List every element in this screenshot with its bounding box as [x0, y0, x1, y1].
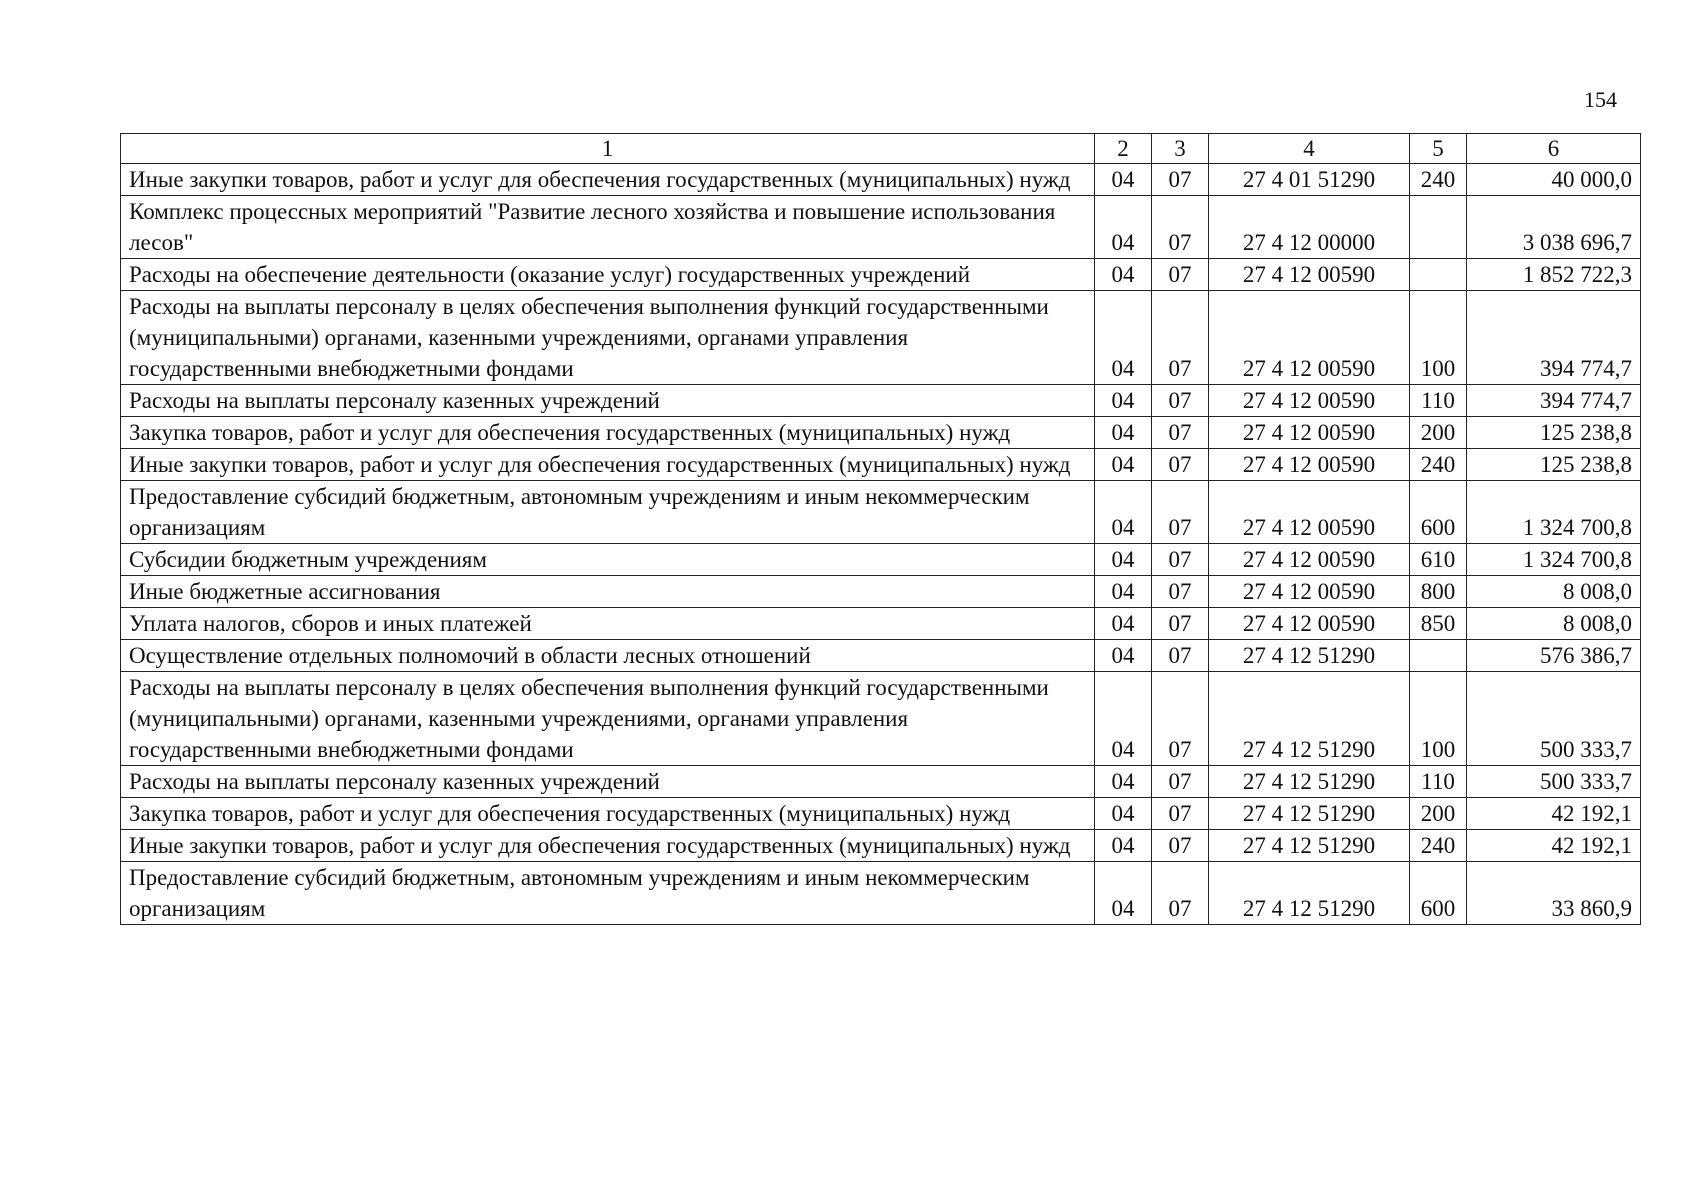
amount-cell: 576 386,7 [1467, 640, 1641, 672]
subsection-code-cell: 07 [1152, 608, 1209, 640]
subsection-code-cell: 07 [1152, 417, 1209, 449]
table-row [121, 830, 1641, 862]
item-name-cell: Субсидии бюджетным учреждениям [121, 544, 1095, 576]
section-code-cell: 04 [1095, 862, 1152, 925]
amount-cell: 42 192,1 [1467, 830, 1641, 862]
target-item-code-cell: 27 4 12 51290 [1209, 862, 1410, 925]
page-number: 154 [1584, 87, 1617, 112]
expense-type-code-cell: 200 [1410, 417, 1467, 449]
target-item-code-cell: 27 4 12 00590 [1209, 608, 1410, 640]
item-name-cell: Предоставление субсидий бюджетным, автономным учреждениям и иным некоммерческим организациям [121, 862, 1095, 925]
expense-type-code-cell [1410, 640, 1467, 672]
table-row [121, 608, 1641, 640]
subsection-code-cell: 07 [1152, 385, 1209, 417]
expense-type-code-cell: 800 [1410, 576, 1467, 608]
section-code-cell: 04 [1095, 640, 1152, 672]
amount-cell: 8 008,0 [1467, 608, 1641, 640]
section-code-cell: 04 [1095, 385, 1152, 417]
subsection-code-cell: 07 [1152, 640, 1209, 672]
expense-type-code-cell [1410, 259, 1467, 291]
subsection-code-cell: 07 [1152, 672, 1209, 766]
column-header-3: 3 [1152, 134, 1209, 164]
section-code-cell: 04 [1095, 798, 1152, 830]
section-code-cell: 04 [1095, 608, 1152, 640]
target-item-code-cell: 27 4 12 00590 [1209, 481, 1410, 544]
column-header-4: 4 [1209, 134, 1410, 164]
section-code-cell: 04 [1095, 766, 1152, 798]
section-code-cell: 04 [1095, 164, 1152, 196]
target-item-code-cell: 27 4 12 51290 [1209, 798, 1410, 830]
target-item-code-cell: 27 4 12 00590 [1209, 544, 1410, 576]
expense-type-code-cell: 110 [1410, 385, 1467, 417]
item-name-cell: Осуществление отдельных полномочий в области лесных отношений [121, 640, 1095, 672]
table-body [121, 164, 1641, 925]
target-item-code-cell: 27 4 12 00590 [1209, 417, 1410, 449]
subsection-code-cell: 07 [1152, 576, 1209, 608]
item-name-cell: Иные закупки товаров, работ и услуг для обеспечения государственных (муниципальных) нужд [121, 830, 1095, 862]
table-row [121, 672, 1641, 766]
column-header-2: 2 [1095, 134, 1152, 164]
subsection-code-cell: 07 [1152, 164, 1209, 196]
subsection-code-cell: 07 [1152, 449, 1209, 481]
column-header-6: 6 [1467, 134, 1641, 164]
amount-cell: 1 324 700,8 [1467, 544, 1641, 576]
amount-cell: 33 860,9 [1467, 862, 1641, 925]
target-item-code-cell: 27 4 12 00590 [1209, 259, 1410, 291]
table-row [121, 640, 1641, 672]
target-item-code-cell: 27 4 01 51290 [1209, 164, 1410, 196]
subsection-code-cell: 07 [1152, 259, 1209, 291]
section-code-cell: 04 [1095, 417, 1152, 449]
item-name-cell: Иные бюджетные ассигнования [121, 576, 1095, 608]
target-item-code-cell: 27 4 12 00590 [1209, 291, 1410, 385]
table-row [121, 798, 1641, 830]
expense-type-code-cell: 610 [1410, 544, 1467, 576]
item-name-cell: Расходы на выплаты персоналу в целях обеспечения выполнения функций государственными (муниципальными) органами, казенными учреждениями, органами управления государственными внебюджетными фондами [121, 672, 1095, 766]
section-code-cell: 04 [1095, 259, 1152, 291]
amount-cell: 42 192,1 [1467, 798, 1641, 830]
target-item-code-cell: 27 4 12 51290 [1209, 766, 1410, 798]
amount-cell: 394 774,7 [1467, 291, 1641, 385]
item-name-cell: Расходы на выплаты персоналу в целях обеспечения выполнения функций государственными (муниципальными) органами, казенными учреждениями, органами управления государственными внебюджетными фондами [121, 291, 1095, 385]
target-item-code-cell: 27 4 12 51290 [1209, 672, 1410, 766]
amount-cell: 125 238,8 [1467, 449, 1641, 481]
subsection-code-cell: 07 [1152, 766, 1209, 798]
table-row [121, 385, 1641, 417]
expense-type-code-cell: 850 [1410, 608, 1467, 640]
amount-cell: 500 333,7 [1467, 672, 1641, 766]
item-name-cell: Закупка товаров, работ и услуг для обеспечения государственных (муниципальных) нужд [121, 798, 1095, 830]
table-row [121, 862, 1641, 925]
table-row [121, 259, 1641, 291]
amount-cell: 394 774,7 [1467, 385, 1641, 417]
table-header [121, 134, 1641, 164]
item-name-cell: Закупка товаров, работ и услуг для обеспечения государственных (муниципальных) нужд [121, 417, 1095, 449]
amount-cell: 125 238,8 [1467, 417, 1641, 449]
item-name-cell: Расходы на выплаты персоналу казенных учреждений [121, 766, 1095, 798]
amount-cell: 500 333,7 [1467, 766, 1641, 798]
table-row [121, 576, 1641, 608]
amount-cell: 40 000,0 [1467, 164, 1641, 196]
expense-type-code-cell: 110 [1410, 766, 1467, 798]
target-item-code-cell: 27 4 12 51290 [1209, 640, 1410, 672]
item-name-cell: Уплата налогов, сборов и иных платежей [121, 608, 1095, 640]
section-code-cell: 04 [1095, 576, 1152, 608]
expense-type-code-cell: 200 [1410, 798, 1467, 830]
item-name-cell: Расходы на выплаты персоналу казенных учреждений [121, 385, 1095, 417]
column-header-1: 1 [121, 134, 1095, 164]
section-code-cell: 04 [1095, 544, 1152, 576]
section-code-cell: 04 [1095, 830, 1152, 862]
subsection-code-cell: 07 [1152, 830, 1209, 862]
table-row [121, 449, 1641, 481]
subsection-code-cell: 07 [1152, 862, 1209, 925]
expense-type-code-cell: 600 [1410, 862, 1467, 925]
expense-type-code-cell: 240 [1410, 164, 1467, 196]
item-name-cell: Предоставление субсидий бюджетным, автономным учреждениям и иным некоммерческим организациям [121, 481, 1095, 544]
item-name-cell: Иные закупки товаров, работ и услуг для обеспечения государственных (муниципальных) нужд [121, 164, 1095, 196]
target-item-code-cell: 27 4 12 00000 [1209, 196, 1410, 259]
subsection-code-cell: 07 [1152, 481, 1209, 544]
section-code-cell: 04 [1095, 291, 1152, 385]
subsection-code-cell: 07 [1152, 798, 1209, 830]
amount-cell: 1 852 722,3 [1467, 259, 1641, 291]
expense-type-code-cell: 600 [1410, 481, 1467, 544]
target-item-code-cell: 27 4 12 00590 [1209, 576, 1410, 608]
expense-type-code-cell: 240 [1410, 449, 1467, 481]
item-name-cell: Иные закупки товаров, работ и услуг для обеспечения государственных (муниципальных) нужд [121, 449, 1095, 481]
section-code-cell: 04 [1095, 196, 1152, 259]
amount-cell: 3 038 696,7 [1467, 196, 1641, 259]
amount-cell: 8 008,0 [1467, 576, 1641, 608]
table-row [121, 481, 1641, 544]
target-item-code-cell: 27 4 12 51290 [1209, 830, 1410, 862]
target-item-code-cell: 27 4 12 00590 [1209, 385, 1410, 417]
section-code-cell: 04 [1095, 481, 1152, 544]
expense-type-code-cell: 240 [1410, 830, 1467, 862]
subsection-code-cell: 07 [1152, 196, 1209, 259]
table-row [121, 196, 1641, 259]
table-row [121, 164, 1641, 196]
column-header-5: 5 [1410, 134, 1467, 164]
item-name-cell: Комплекс процессных мероприятий "Развитие лесного хозяйства и повышение использования лесов" [121, 196, 1095, 259]
header-row [121, 134, 1641, 164]
table-row [121, 417, 1641, 449]
subsection-code-cell: 07 [1152, 544, 1209, 576]
target-item-code-cell: 27 4 12 00590 [1209, 449, 1410, 481]
section-code-cell: 04 [1095, 449, 1152, 481]
table-row [121, 766, 1641, 798]
table-row [121, 544, 1641, 576]
table-row [121, 291, 1641, 385]
subsection-code-cell: 07 [1152, 291, 1209, 385]
section-code-cell: 04 [1095, 672, 1152, 766]
item-name-cell: Расходы на обеспечение деятельности (оказание услуг) государственных учреждений [121, 259, 1095, 291]
budget-table [120, 133, 1641, 925]
expense-type-code-cell: 100 [1410, 291, 1467, 385]
expense-type-code-cell: 100 [1410, 672, 1467, 766]
amount-cell: 1 324 700,8 [1467, 481, 1641, 544]
expense-type-code-cell [1410, 196, 1467, 259]
